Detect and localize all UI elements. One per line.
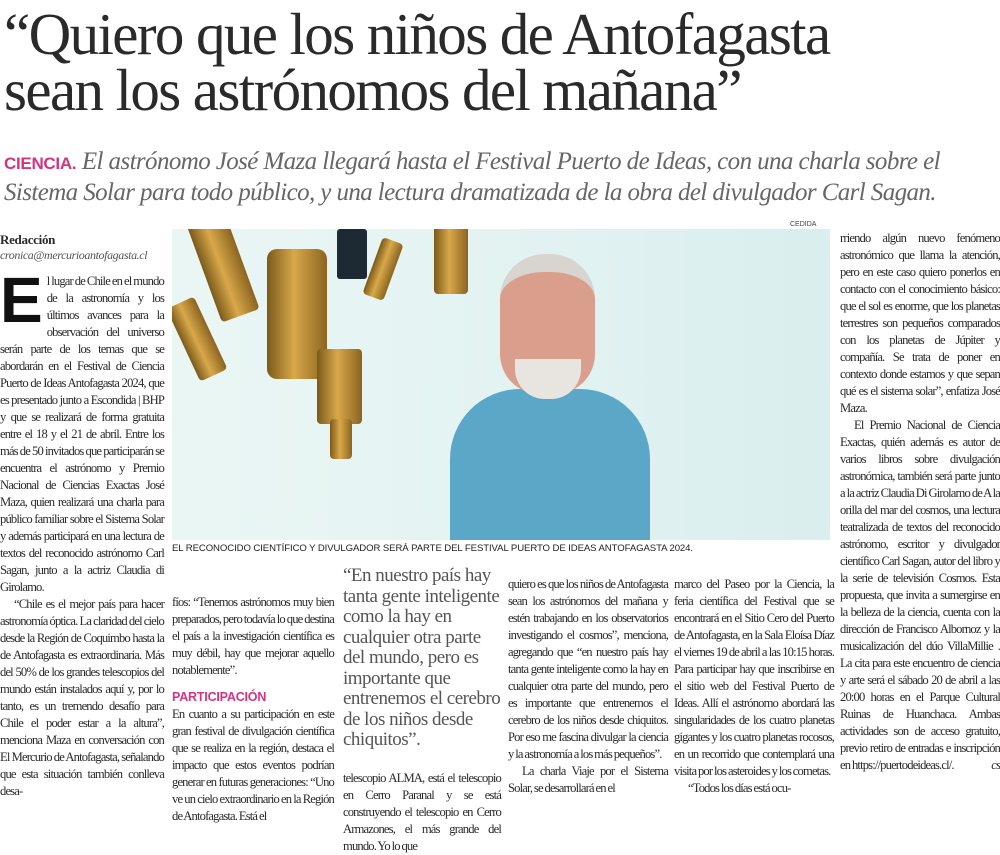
paragraph: “Chile es el mejor país para hacer astronomía óptica. La claridad del cielo desde la Región de Coquimbo hasta la de Antofagasta es extraordinaria. Más del 50% de los grandes telescopios del mundo están instalados aquí y, por lo tanto, es un tremendo desafío para Chile el poder estar a la altura”, menciona Maza en conversación con El Mercurio de Antofagasta, señalando que esta situación también conlleva desa-: [0, 597, 164, 798]
paragraph: La charla Viaje por el Sistema Solar, se desarrollará en el: [508, 764, 668, 795]
pull-quote: “En nuestro país hay tanta gente inteligente como la hay en cualquier otra parte del mundo, pero es importante que entrenemos el cerebro de los niños desde chiquitos”.: [343, 565, 501, 750]
photo-caption: EL RECONOCIDO CIENTÍFICO Y DIVULGADOR SERÁ PARTE DEL FESTIVAL PUERTO DE IDEAS ANTOFAGASTA 2024.: [172, 543, 693, 554]
telescope-lens: [330, 419, 352, 459]
headline-line-1: “Quiero que los niños de Antofagasta: [4, 1, 830, 67]
paragraph: fíos: “Tenemos astrónomos muy bien preparados, pero todavía lo que destina el país a la investigación científica es muy débil, hay que mejorar aquello notablemente”.: [172, 595, 334, 677]
section-kicker: CIENCIA.: [4, 154, 77, 173]
headline-line-2: sean los astrónomos del mañana”: [4, 57, 741, 123]
paragraph-text: El Premio Nacional de Ciencia Exactas, quién además es autor de varios libros sobre divulgación astronómica, también será parte junto a la actriz Claudia Di Girolamo de A la orilla del mar del cosmos, una lectura teatralizada de textos del reconocido astrónomo, escritor y divulgador científico Carl Sagan, autor del libro y la serie de televisión Cosmos. Esta propuesta, que invita a sumergirse en la belleza de la ciencia, cuenta con la dirección de Francisco Albornoz y la musicalización del dúo VillaMillie . La cita para este encuentro de ciencia y arte será el sábado 20 de abril a las 20:00 horas en el Parque Cultural Ruinas de Huanchaca. Ambas actividades son de acceso gratuito, previo retiro de entradas e inscripción en https://puertodeideas.cl/.: [840, 418, 1000, 772]
photo-credit: CEDIDA: [790, 221, 817, 228]
paragraph: En cuanto a su participación en este gran festival de divulgación científica que se realiza en la región, destaca el impacto que estos eventos podrían generar en futuras generaciones: “Uno ve un cielo extraordinario en la Región de Antofagasta. Está el: [172, 707, 334, 823]
telescope-tube-2: [434, 229, 468, 294]
article-photo: [172, 229, 830, 540]
byline-email[interactable]: cronica@mercurioantofagasta.cl: [0, 248, 148, 262]
column-3: [343, 770, 501, 855]
byline-author: Redacción: [0, 232, 56, 247]
paragraph-text: l lugar de Chile en el mundo de la astronomía y los últimos avances para la observación del universo serán parte de los temas que se abordarán en el Festival de Ciencia Puerto de Ideas Antofagasta 2024, que es presentado junto a Escondida | BHP y que se realizará de forma gratuita entre el 18 y el 21 de abril. Entre los más de 50 invitados que participarán se encuentra el astrónomo y Premio Nacional de Ciencias Exactas José Maza, quien realizará una charla para público familiar sobre el Sistema Solar y además participará en una lectura de textos del reconocido astrónomo Carl Sagan, junto a la actriz Claudia di Girolamo.: [0, 274, 164, 594]
deck: [4, 147, 1000, 207]
column-2: [172, 594, 334, 825]
column-5: [674, 576, 834, 797]
paragraph: [0, 264, 164, 596]
telescope-eyepiece: [317, 349, 362, 424]
column-4: [508, 576, 668, 797]
paragraph: marco del Paseo por la Ciencia, la feria científica del Festival que se encontrará en el Sitio Cero del Puerto de Antofagasta, en la Sala Eloísa Díaz el viernes 19 de abril a las 10:15 horas. Para participar hay que inscribirse en el sitio web del Festival Puerto de Ideas. Allí el astrónomo abordará las singularidades de los cuatro planetas gigantes y los cuatro planetas rocosos, en un recorrido que contemplará una visita por los asteroides y los cometas.: [674, 577, 834, 778]
subheading: PARTICIPACIÓN: [172, 690, 267, 704]
deck-text: El astrónomo José Maza llegará hasta el Festival Puerto de Ideas, con una charla sobre el Sistema Solar para todo público, y una lectura dramatizada de la obra del divulgador Carl Sagan.: [4, 148, 940, 206]
paragraph: telescopio ALMA, está el telescopio en Cerro Paranal y se está construyendo el telescopio en Cerro Armazones, el más grande del mundo. Yo lo que: [343, 771, 501, 853]
column-6: [840, 230, 1000, 774]
headline: [4, 1, 1000, 123]
paragraph: rriendo algún nuevo fenómeno astronómico que llama la atención, pero en este caso quiero ponerlos en contacto con el conocimiento básico: que el sol es enorme, que los planetas terrestres son pequeños comparados con los planetas de Júpiter y compañía. Se trata de poner en contexto donde estamos y que sepan qué es el sistema solar”, enfatiza José Maza.: [840, 231, 1000, 415]
person-shirt: [450, 389, 650, 540]
telescope-mount: [337, 229, 367, 279]
drop-cap: E: [0, 264, 43, 336]
paragraph: quiero es que los niños de Antofagasta sean los astrónomos del mañana y estén trabajando en los observatorios investigando el cosmos”, menciona, agregando que “en nuestro país hay tanta gente inteligente como la hay en cualquier otra parte del mundo, pero es importante que entrenemos el cerebro de los niños desde chiquitos. Por eso me fascina divulgar la ciencia y la astronomía a los más pequeños”.: [508, 577, 668, 761]
paragraph: [840, 417, 1000, 774]
end-mark-icon: cs: [991, 758, 1000, 772]
telescope-knob: [362, 237, 403, 301]
column-1: [0, 232, 164, 800]
paragraph: “Todos los días está ocu-: [688, 781, 791, 795]
